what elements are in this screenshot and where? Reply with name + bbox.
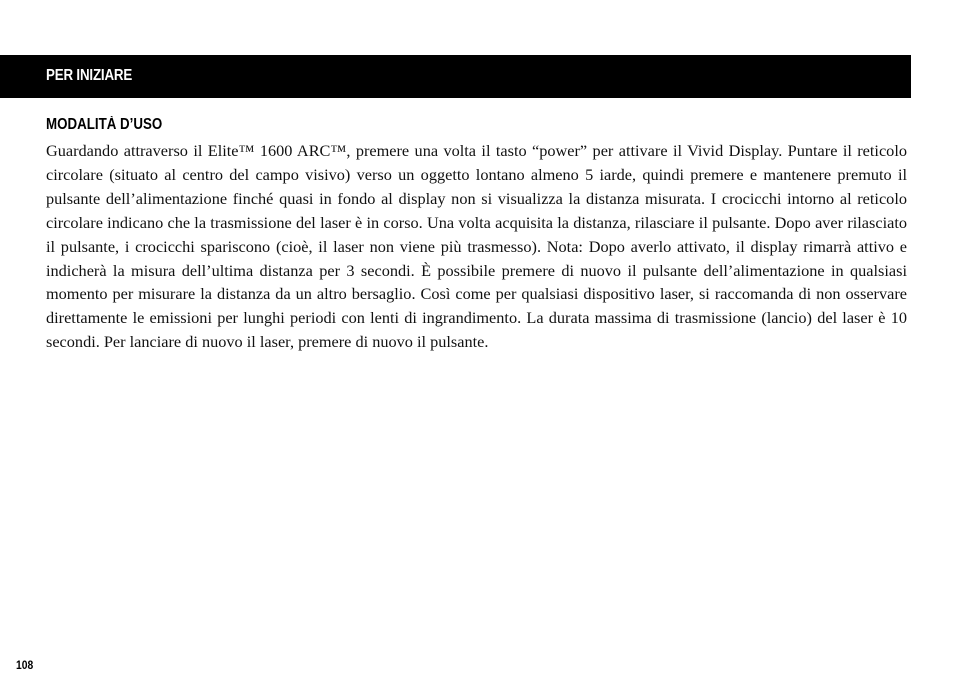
section-header-bar <box>0 55 911 98</box>
body-paragraph: Guardando attraverso il Elite™ 1600 ARC™, premere una volta il tasto “power” per attivare il Vivid Display. Puntare il reticolo circolare (situato al centro del campo visivo) verso un oggetto lontano almeno 5 iarde, quindi premere e mantenere premuto il pulsante dell’alimentazione finché quasi in fondo al display non si visualizza la distanza misurata. I crocicchi intorno al reticolo circolare indicano che la trasmissione del laser è in corso. Una volta acquisita la distanza, rilasciare il pulsante. Dopo aver rilasciato il pulsante, i crocicchi spariscono (cioè, il laser non viene più trasmesso). Nota: Dopo averlo attivato, il display rimarrà attivo e indicherà la misura dell’ultima distanza per 3 secondi. È possibile premere di nuovo il pulsante dell’alimentazione in qualsiasi momento per misurare la distanza da un altro bersaglio. Così come per qualsiasi dispositivo laser, si raccomanda di non osservare direttamente le emissioni per lunghi periodi con lenti di ingrandimento. La durata massima di trasmissione (lancio) del laser è 10 secondi. Per lanciare di nuovo il laser, premere di nuovo il pulsante. <box>46 141 907 352</box>
section-header-title: PER INIZIARE <box>46 67 133 84</box>
page-number: 108 <box>16 658 34 672</box>
subsection-title: MODALITÀ D’USO <box>46 116 163 133</box>
